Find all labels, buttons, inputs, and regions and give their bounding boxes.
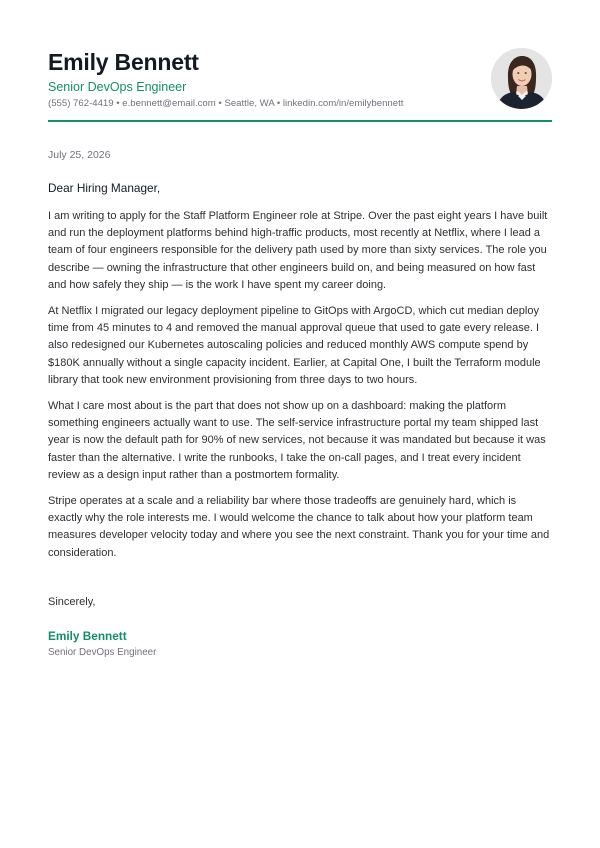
profile-photo [491,48,552,109]
letter-date: July 25, 2026 [48,149,111,161]
paragraph-1: I am writing to apply for the Staff Platform Engineer role at Stripe. Over the past eight years I have built and run the deployment platforms behind high-traffic products, most recently at Netflix, where I lead a team of four engineers responsible for the delivery path used by more than sixty services. The role you describe — owning the infrastructure that other engineers build on, and being measured on how fast and how safely they ship — is the work I have spent my career doing. [48,210,548,291]
signature-title: Senior DevOps Engineer [48,647,157,658]
letter-body [48,208,552,571]
contact-line: (555) 762-4419 • e.bennett@email.com • Seattle, WA • linkedin.com/in/emilybennett [48,98,404,109]
paragraph-4: Stripe operates at a scale and a reliability bar where those tradeoffs are genuinely hard, which is exactly why the role interests me. I would welcome the chance to talk about how your platform team measures developer velocity today and where you see the next constraint. Thank you for your time and consideration. [48,495,550,559]
applicant-title: Senior DevOps Engineer [48,80,187,94]
applicant-name: Emily Bennett [48,49,199,75]
salutation: Dear Hiring Manager, [48,181,161,195]
header-divider [48,120,552,122]
closing: Sincerely, [48,596,96,608]
paragraph-3: What I care most about is the part that does not show up on a dashboard: making the platform something engineers actually want to use. The self-service infrastructure portal my team shipped last year is now the default path for 90% of new services, not because it was mandated but because it was faster than the alternative. I write the runbooks, I take the on-call pages, and I treat every incident review as a design input rather than a postmortem formality. [48,400,546,481]
signature-name: Emily Bennett [48,629,127,643]
paragraph-2: At Netflix I migrated our legacy deployment pipeline to GitOps with ArgoCD, which cut median deploy time from 45 minutes to 4 and removed the manual approval queue that used to gate every release. I also redesigned our Kubernetes autoscaling policies and reduced monthly AWS compute spend by $180K annually without a single capacity incident. Earlier, at Capital One, I built the Terraform module library that took new environment provisioning from three days to two hours. [48,305,541,386]
letter-header [48,0,552,124]
portrait-image [491,48,552,109]
cover-letter-page [48,0,552,848]
